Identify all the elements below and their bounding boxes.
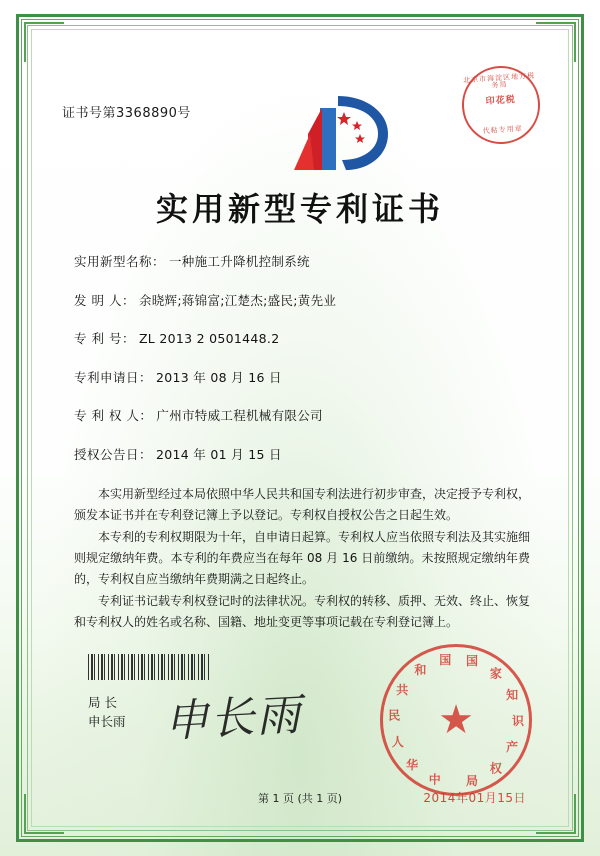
paragraph-3: 专利证书记载专利权登记时的法律状况。专利权的转移、质押、无效、终止、恢复和专利权人的姓名或名称、国籍、地址变更等事项记载在专利登记簿上。	[74, 594, 531, 629]
seal-date: 2014年01月15日	[423, 791, 526, 805]
field-list	[74, 252, 546, 483]
field-value: 广州市特威工程机械有限公司	[156, 408, 323, 423]
field-application-date	[74, 368, 546, 386]
page-footer: 第 1 页 (共 1 页)	[257, 792, 343, 805]
legal-text	[74, 484, 530, 634]
field-label: 专 利 权 人：	[74, 408, 153, 423]
field-value: 2013 年 08 月 16 日	[156, 369, 282, 385]
handwritten-signature: 申长雨	[162, 689, 304, 748]
printing-tax-seal	[459, 63, 542, 146]
field-value: ZL 2013 2 0501448.2	[138, 331, 280, 346]
field-value: 一种施工升降机控制系统	[169, 254, 310, 269]
paragraph-2: 本专利的专利权期限为十年，自申请日起算。专利权人应当依照专利法及其实施细则规定缴纳年费。本专利的年费应当在每年 08 月 16 日前缴纳。未按照规定缴纳年费的，专利权自应当缴纳年费期满之日起终止。	[74, 530, 531, 586]
field-utility-model-name	[74, 252, 546, 270]
seal-middle-text: 印花税	[485, 93, 516, 107]
field-value: 余晓辉;蒋锦富;江楚杰;盛民;黄先业	[138, 292, 337, 308]
field-patentee	[74, 406, 546, 424]
barcode	[88, 654, 210, 680]
field-inventors	[74, 291, 546, 309]
sipo-emblem-icon	[280, 90, 398, 176]
field-patent-number	[74, 329, 546, 347]
page-title: 实用新型专利证书	[155, 190, 444, 228]
seal-ring-text: 北京市海淀区地方税务局	[462, 72, 536, 90]
star-icon: ★	[438, 697, 474, 742]
national-ip-office-seal: ★ 中 华 人 民 共 和 国 国 家 知 识 产 权 局	[380, 644, 532, 796]
certificate-number: 证书号第3368890号	[62, 106, 191, 121]
director-block	[88, 694, 126, 732]
seal-bottom-text: 代粘专用章	[482, 125, 523, 135]
field-label: 专 利 号：	[74, 331, 135, 346]
director-name: 申长雨	[88, 713, 126, 729]
field-grant-announcement-date	[74, 445, 546, 463]
certificate-content	[44, 44, 556, 812]
field-value: 2014 年 01 月 15 日	[156, 446, 282, 462]
field-label: 实用新型名称：	[74, 254, 166, 269]
field-label: 授权公告日：	[74, 446, 153, 462]
field-label: 专利申请日：	[74, 369, 153, 385]
director-label: 局 长	[88, 695, 117, 710]
field-label: 发 明 人：	[74, 292, 135, 308]
paragraph-1: 本实用新型经过本局依照中华人民共和国专利法进行初步审查，决定授予专利权，颁发本证书并在专利登记簿上予以登记。专利权自授权公告之日起生效。	[74, 487, 531, 522]
